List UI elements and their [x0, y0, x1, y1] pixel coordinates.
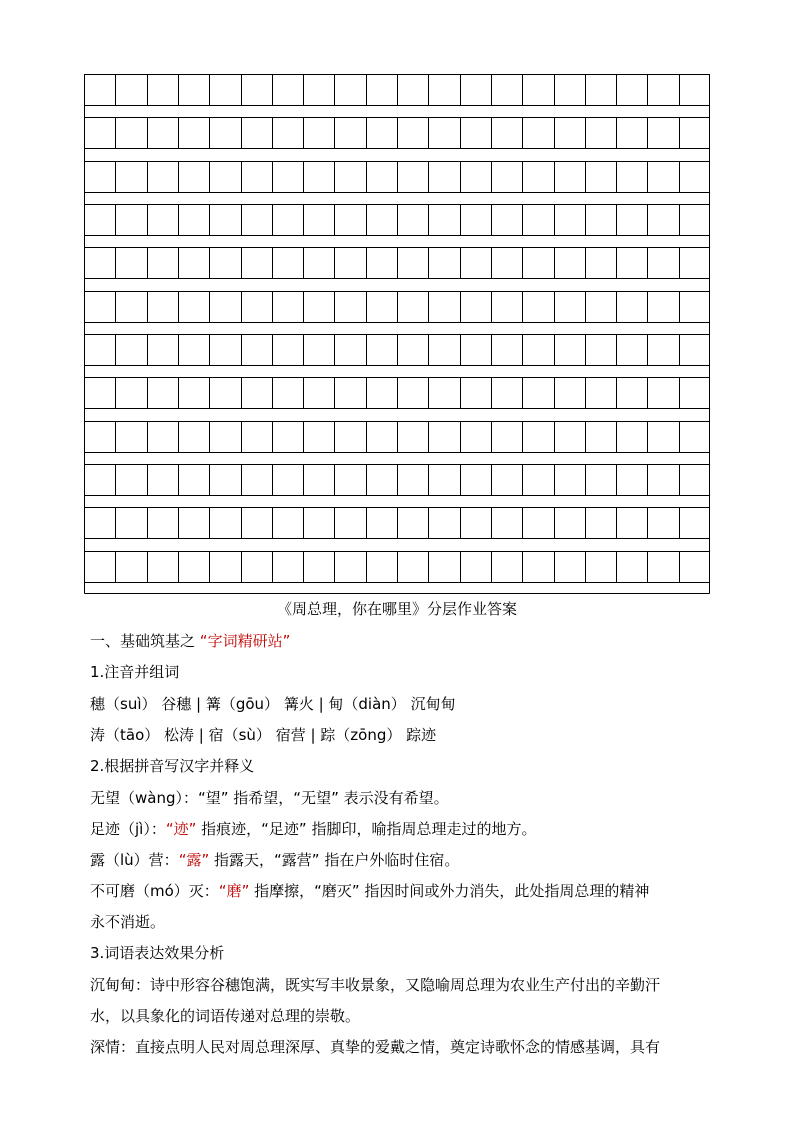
- q3-term-text: 直接点明人民对周总理深厚、真挚的爱戴之情，奠定诗歌怀念的情感基调，具有: [135, 1038, 661, 1056]
- q2-item-continuation: 永不消逝。: [90, 913, 166, 931]
- section-heading-text: 一、基础筑基之: [90, 632, 196, 650]
- q2-item-explanation: “望” 指希望，“无望” 表示没有希望。: [198, 789, 449, 807]
- q2-item-explanation: 指摩擦，“磨灭” 指因时间或外力消失，此处指周总理的精神: [249, 882, 650, 900]
- q3-paragraph-2: [90, 1036, 710, 1058]
- q2-item-accent: “磨”: [218, 882, 250, 900]
- q2-item-accent: “迹”: [165, 820, 197, 838]
- q1-line-2: 涛（tāo） 松涛 | 宿（sù） 宿营 | 踪（zōng） 踪迹: [90, 726, 437, 744]
- q2-item-explanation: 指痕迹，“足迹” 指脚印，喻指周总理走过的地方。: [196, 820, 537, 838]
- q2-item-explanation: 指露天，“露营” 指在户外临时住宿。: [209, 851, 460, 869]
- section-heading-accent: “字词精研站”: [199, 632, 291, 650]
- q2-item-accent: “露”: [178, 851, 210, 869]
- q2-item-term: 足迹（jì）：: [90, 820, 166, 838]
- q2-heading: 2.根据拼音写汉字并释义: [90, 757, 255, 775]
- section-heading: [90, 630, 710, 652]
- q2-item: [90, 880, 710, 902]
- q1-heading: 1.注音并组词: [90, 663, 180, 681]
- q3-term-label: 沉甸甸：: [90, 976, 151, 994]
- q2-item-term: 不可磨（mó）灭：: [90, 882, 219, 900]
- q3-paragraph-1-cont: 水，以具象化的词语传递对总理的崇敬。: [90, 1007, 361, 1025]
- q2-item: [90, 818, 710, 840]
- q3-term-text: 诗中形容谷穗饱满，既实写丰收景象，又隐喻周总理为农业生产付出的辛勤汗: [150, 976, 661, 994]
- q3-paragraph-1: [90, 974, 710, 996]
- q3-term-label: 深情：: [90, 1038, 136, 1056]
- page-title: 《周总理，你在哪里》分层作业答案: [276, 600, 517, 618]
- q1-line-1: 穗（suì） 谷穗 | 篝（gōu） 篝火 | 甸（diàn） 沉甸甸: [90, 695, 456, 713]
- q3-heading: 3.词语表达效果分析: [90, 944, 225, 962]
- writing-grid: [84, 74, 710, 594]
- q2-item: [90, 787, 710, 809]
- q2-item-term: 无望（wàng）：: [90, 789, 198, 807]
- q2-item-term: 露（lù）营：: [90, 851, 179, 869]
- writing-grid-svg: [84, 74, 710, 594]
- q2-item: [90, 849, 710, 871]
